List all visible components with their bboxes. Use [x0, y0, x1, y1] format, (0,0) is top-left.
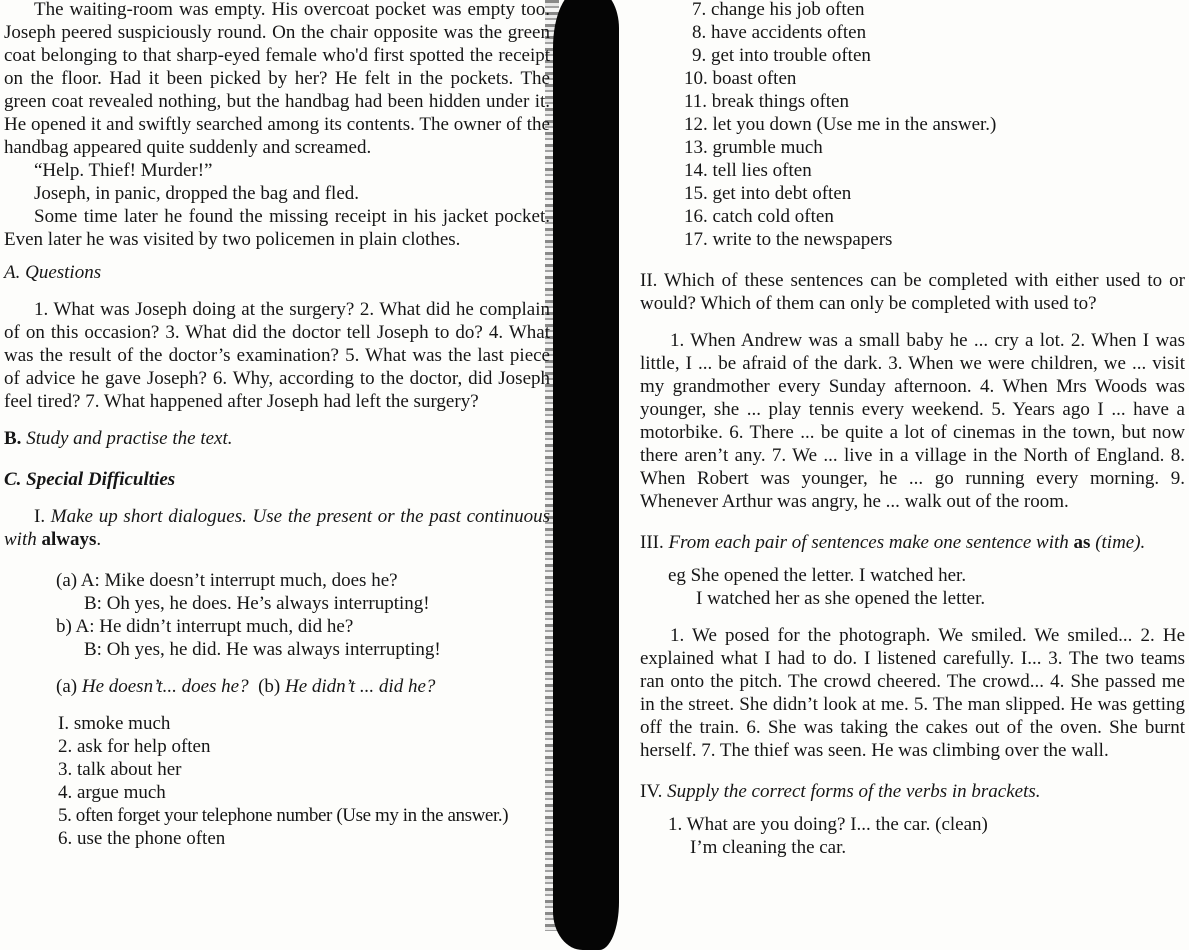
- left-column: [4, 0, 550, 850]
- list-item: 17. write to the newspapers: [684, 229, 893, 250]
- exercise-iii-italic: From each pair of sentences make one sentence with: [668, 532, 1069, 553]
- section-c-title: C. Special Difficulties: [4, 469, 176, 490]
- list-item: 15. get into debt often: [684, 183, 852, 204]
- exercise-i-prefix: I.: [34, 506, 46, 527]
- pattern-a-label: (a): [56, 676, 78, 697]
- section-a-title: A. Questions: [4, 262, 102, 283]
- exercise-iii-bold: as: [1073, 532, 1091, 553]
- section-b-title: B. Study and practise the text.: [4, 428, 233, 449]
- list-item: I. smoke much: [58, 713, 171, 734]
- list-item: 3. talk about her: [58, 759, 182, 780]
- story-paragraph-1: The waiting-room was empty. His overcoat pocket was empty too. Joseph peered suspiciously round. On the chair opposite was the green coat belonging to that sharp-eyed female who'd first spotted the receipt on the floor. Had it been picked by her? He felt in the pockets. The green coat revealed nothing, but the handbag had been hidden under it. He opened it and swiftly searched among its contents. The owner of the handbag appeared quite suddenly and screamed.: [4, 0, 550, 158]
- dialogue-pattern: [4, 675, 550, 698]
- story-paragraph-4: Some time later he found the missing receipt in his jacket pocket. Even later he was visited by two policemen in plain clothes.: [4, 206, 550, 250]
- story-paragraph-2: “Help. Thief! Murder!”: [34, 160, 213, 181]
- exercise-i-italic: Make up short dialogues. Use the present or the past continuous with: [4, 506, 551, 550]
- list-item: 9. get into trouble often: [692, 45, 871, 66]
- list-item: 7. change his job often: [692, 0, 865, 20]
- exercise-iv-italic: Supply the correct forms of the verbs in brackets.: [667, 781, 1041, 802]
- section-a-questions: 1. What was Joseph doing at the surgery? 2. What did he complain of on this occasion? 3. What did the doctor tell Joseph to do? 4. What was the result of the doctor’s examination? 5. What was the last piece of advice he gave Joseph? 6. Why, according to the doctor, did Joseph feel tired? 7. What happened after Joseph had left the surgery?: [4, 299, 550, 412]
- exercise-i-end: .: [96, 529, 102, 550]
- exercise-iv-prefix: IV.: [640, 781, 663, 802]
- exercise-ii-title: II. Which of these sentences can be completed with either used to or would? Which of them can only be completed with used to?: [640, 270, 1185, 314]
- list-item: 12. let you down (Use me in the answer.): [684, 114, 997, 135]
- pattern-a: He doesn’t... does he?: [81, 676, 249, 697]
- dialogue-line-2: B: Oh yes, he does. He’s always interrupting!: [84, 593, 430, 614]
- exercise-i-bold: always: [41, 529, 97, 550]
- list-item: 14. tell lies often: [684, 160, 812, 181]
- exercise-iii-end: (time).: [1095, 532, 1146, 553]
- exercise-i-instructions: [4, 505, 550, 551]
- exercise-iii-prefix: III.: [640, 532, 664, 553]
- story-paragraph-3: Joseph, in panic, dropped the bag and fled.: [34, 183, 360, 204]
- exercise-iii-example-1: eg She opened the letter. I watched her.: [668, 565, 967, 586]
- exercise-iv-line-2: I’m cleaning the car.: [690, 837, 847, 858]
- exercise-iv-line-1: 1. What are you doing? I... the car. (clean): [668, 814, 988, 835]
- exercise-iii-example-2: I watched her as she opened the letter.: [696, 588, 986, 609]
- dialogue-line-3: b) A: He didn’t interrupt much, did he?: [56, 616, 354, 637]
- list-item: 16. catch cold often: [684, 206, 834, 227]
- dialogue-line-4: B: Oh yes, he did. He was always interrupting!: [84, 639, 441, 660]
- list-item: 2. ask for help often: [58, 736, 211, 757]
- exercise-iv-title: [640, 780, 1185, 803]
- list-item: 5. often forget your telephone number (Use my in the answer.): [58, 805, 509, 826]
- exercise-ii-text: 1. When Andrew was a small baby he ... cry a lot. 2. When I was little, I ... be afraid of the dark. 3. When we were children, we ... visit my grandmother every Sunday afternoon. 4. When Mrs Woods was younger, she ... play tennis every weekend. 5. Years ago I ... have a motorbike. 6. There ... be quite a lot of cinemas in the town, but now there aren’t any. 7. We ... live in a village in the North of England. 8. When Robert was younger, he ... go running every morning. 9. Whenever Arthur was angry, he ... walk out of the room.: [640, 330, 1185, 512]
- list-item: 10. boast often: [684, 68, 797, 89]
- exercise-iii-title: [640, 531, 1185, 554]
- exercise-iii-text: 1. We posed for the photograph. We smiled. We smiled... 2. He explained what I had to do. I listened carefully. I... 3. The two teams ran onto the pitch. The crowd cheered. The crowd... 4. She passed me in the street. She didn’t look at me. 5. The man slipped. He was getting off the train. 6. She was taking the cakes out of the oven. She burnt herself. 7. The thief was seen. He was climbing over the wall.: [640, 625, 1185, 761]
- list-item: 13. grumble much: [684, 137, 823, 158]
- list-item: 11. break things often: [684, 91, 849, 112]
- list-item: 4. argue much: [58, 782, 166, 803]
- pattern-b-label: (b): [258, 676, 281, 697]
- pattern-b: He didn’t ... did he?: [285, 676, 436, 697]
- list-item: 8. have accidents often: [692, 22, 867, 43]
- dialogue-line-1: (a) A: Mike doesn’t interrupt much, does he?: [56, 570, 398, 591]
- list-item: 6. use the phone often: [58, 828, 226, 849]
- right-column: [640, 0, 1185, 859]
- page-gutter-shadow: [553, 0, 619, 950]
